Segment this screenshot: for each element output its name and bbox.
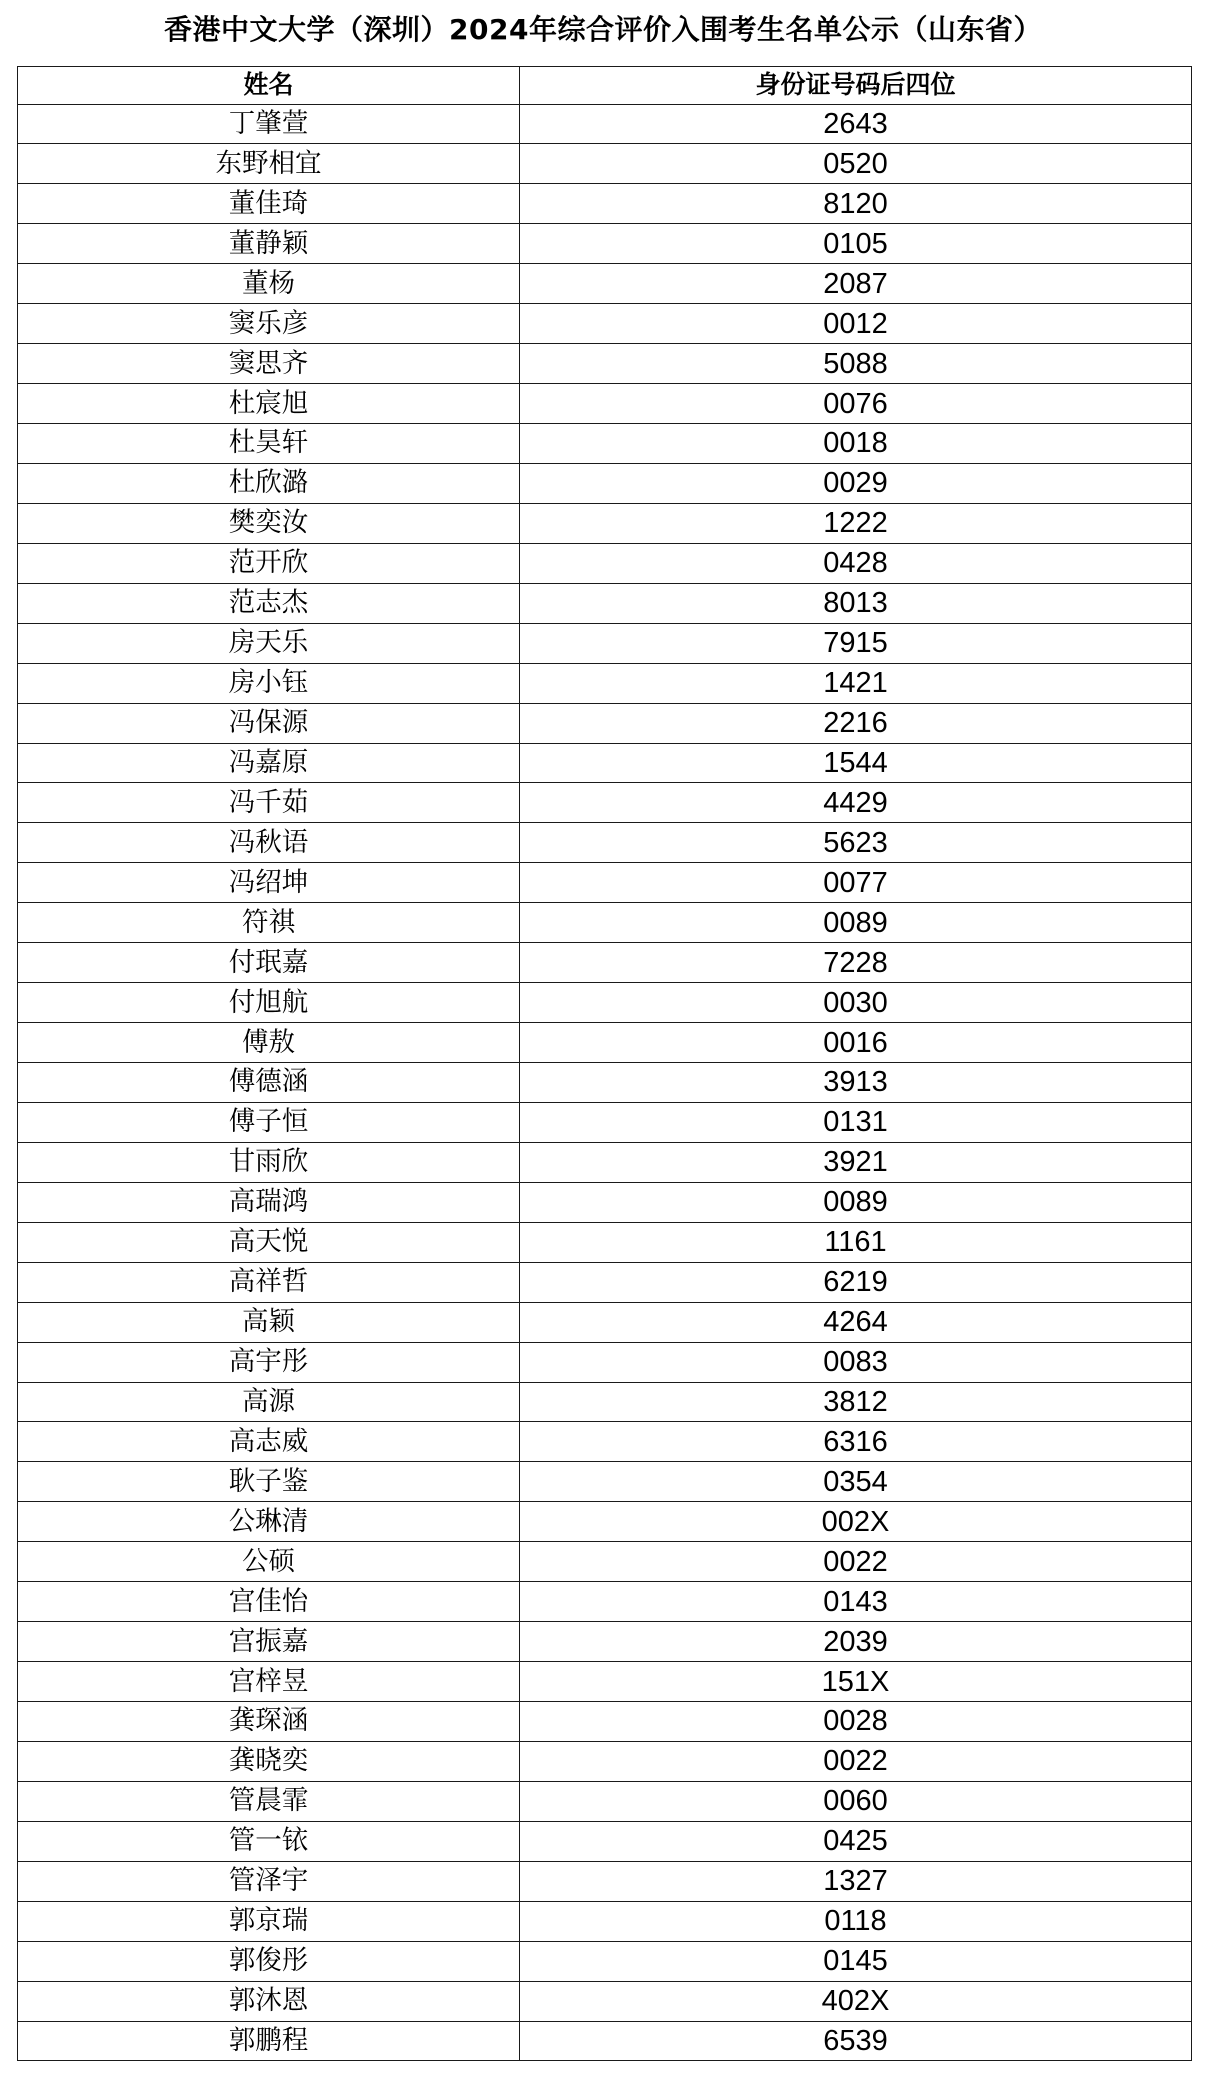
candidate-name-cell: 高祥哲 [18,1262,520,1302]
candidate-name-cell: 龚晓奕 [18,1741,520,1781]
table-row [18,543,1192,583]
candidate-name-cell: 符祺 [18,903,520,943]
table-row [18,1422,1192,1462]
id-last-four-cell: 0131 [520,1102,1192,1142]
candidate-name-cell: 杜欣潞 [18,463,520,503]
candidate-name-cell: 窦乐彦 [18,304,520,344]
table-row [18,424,1192,464]
candidate-name-cell: 付珉嘉 [18,943,520,983]
candidate-name-cell: 郭沐恩 [18,1981,520,2021]
id-last-four-cell: 3812 [520,1382,1192,1422]
candidate-name-cell: 公硕 [18,1542,520,1582]
candidate-name-cell: 宫佳怡 [18,1582,520,1622]
table-row [18,1981,1192,2021]
id-last-four-cell: 2216 [520,703,1192,743]
candidate-name-cell: 冯嘉原 [18,743,520,783]
table-row [18,1063,1192,1103]
candidate-name-cell: 宫振嘉 [18,1622,520,1662]
candidate-name-cell: 傅子恒 [18,1102,520,1142]
id-last-four-cell: 0145 [520,1941,1192,1981]
id-last-four-cell: 0118 [520,1901,1192,1941]
id-last-four-cell: 3913 [520,1063,1192,1103]
id-last-four-cell: 7915 [520,623,1192,663]
table-row [18,264,1192,304]
table-row [18,823,1192,863]
candidate-name-cell: 董杨 [18,264,520,304]
column-header-id: 身份证号码后四位 [520,67,1192,105]
id-last-four-cell: 0077 [520,863,1192,903]
candidate-name-cell: 冯秋语 [18,823,520,863]
id-last-four-cell: 0089 [520,903,1192,943]
id-last-four-cell: 1544 [520,743,1192,783]
id-last-four-cell: 0105 [520,224,1192,264]
id-last-four-cell: 1222 [520,503,1192,543]
column-header-name: 姓名 [18,67,520,105]
table-row [18,623,1192,663]
id-last-four-cell: 0029 [520,463,1192,503]
candidate-name-cell: 窦思齐 [18,344,520,384]
id-last-four-cell: 5088 [520,344,1192,384]
id-last-four-cell: 0028 [520,1702,1192,1742]
candidate-table [17,66,1192,2061]
candidate-name-cell: 龚琛涵 [18,1702,520,1742]
id-last-four-cell: 0354 [520,1462,1192,1502]
table-row [18,503,1192,543]
table-row [18,1462,1192,1502]
candidate-name-cell: 杜昊轩 [18,424,520,464]
candidate-name-cell: 樊奕汝 [18,503,520,543]
table-row [18,1861,1192,1901]
table-row [18,1821,1192,1861]
candidate-name-cell: 丁肇萱 [18,104,520,144]
id-last-four-cell: 0022 [520,1542,1192,1582]
table-row [18,943,1192,983]
candidate-name-cell: 高天悦 [18,1222,520,1262]
candidate-name-cell: 高瑞鸿 [18,1182,520,1222]
table-row [18,1182,1192,1222]
table-row [18,663,1192,703]
id-last-four-cell: 6219 [520,1262,1192,1302]
table-row [18,184,1192,224]
id-last-four-cell: 0030 [520,983,1192,1023]
table-row [18,1702,1192,1742]
candidate-name-cell: 高源 [18,1382,520,1422]
id-last-four-cell: 6316 [520,1422,1192,1462]
table-body [18,104,1192,2061]
id-last-four-cell: 8120 [520,184,1192,224]
candidate-name-cell: 付旭航 [18,983,520,1023]
table-row [18,1222,1192,1262]
id-last-four-cell: 1327 [520,1861,1192,1901]
table-row [18,144,1192,184]
id-last-four-cell: 0016 [520,1023,1192,1063]
table-row [18,743,1192,783]
id-last-four-cell: 0012 [520,304,1192,344]
table-row [18,2021,1192,2061]
id-last-four-cell: 1161 [520,1222,1192,1262]
id-last-four-cell: 002X [520,1502,1192,1542]
table-row [18,1582,1192,1622]
table-row [18,304,1192,344]
id-last-four-cell: 2643 [520,104,1192,144]
candidate-name-cell: 甘雨欣 [18,1142,520,1182]
candidate-name-cell: 东野相宜 [18,144,520,184]
id-last-four-cell: 151X [520,1662,1192,1702]
id-last-four-cell: 4264 [520,1302,1192,1342]
candidate-name-cell: 郭鹏程 [18,2021,520,2061]
id-last-four-cell: 5623 [520,823,1192,863]
table-row [18,1023,1192,1063]
document-title: 香港中文大学（深圳）2024年综合评价入围考生名单公示（山东省） [164,13,1042,46]
id-last-four-cell: 0083 [520,1342,1192,1382]
table-row [18,703,1192,743]
candidate-name-cell: 高志威 [18,1422,520,1462]
id-last-four-cell: 7228 [520,943,1192,983]
candidate-name-cell: 管泽宇 [18,1861,520,1901]
table-row [18,1142,1192,1182]
candidate-name-cell: 高宇彤 [18,1342,520,1382]
table-row [18,1262,1192,1302]
table-row [18,1622,1192,1662]
id-last-four-cell: 0425 [520,1821,1192,1861]
id-last-four-cell: 3921 [520,1142,1192,1182]
candidate-name-cell: 董静颖 [18,224,520,264]
id-last-four-cell: 2087 [520,264,1192,304]
candidate-name-cell: 房小钰 [18,663,520,703]
candidate-name-cell: 郭京瑞 [18,1901,520,1941]
candidate-name-cell: 傅德涵 [18,1063,520,1103]
candidate-name-cell: 高颖 [18,1302,520,1342]
id-last-four-cell: 1421 [520,663,1192,703]
id-last-four-cell: 0018 [520,424,1192,464]
candidate-name-cell: 杜宸旭 [18,384,520,424]
candidate-name-cell: 冯绍坤 [18,863,520,903]
candidate-name-cell: 管一铱 [18,1821,520,1861]
table-row [18,863,1192,903]
table-row [18,1342,1192,1382]
id-last-four-cell: 0022 [520,1741,1192,1781]
table-row [18,1941,1192,1981]
id-last-four-cell: 2039 [520,1622,1192,1662]
candidate-name-cell: 傅敖 [18,1023,520,1063]
table-header-row [18,67,1192,105]
table-row [18,384,1192,424]
table-row [18,1741,1192,1781]
candidate-name-cell: 董佳琦 [18,184,520,224]
id-last-four-cell: 0428 [520,543,1192,583]
table-row [18,983,1192,1023]
candidate-name-cell: 房天乐 [18,623,520,663]
table-row [18,583,1192,623]
table-row [18,344,1192,384]
id-last-four-cell: 0143 [520,1582,1192,1622]
table-row [18,783,1192,823]
id-last-four-cell: 0089 [520,1182,1192,1222]
table-row [18,903,1192,943]
id-last-four-cell: 0060 [520,1781,1192,1821]
table-row [18,1781,1192,1821]
candidate-name-cell: 范开欣 [18,543,520,583]
table-row [18,1901,1192,1941]
id-last-four-cell: 8013 [520,583,1192,623]
id-last-four-cell: 0076 [520,384,1192,424]
table-row [18,224,1192,264]
id-last-four-cell: 6539 [520,2021,1192,2061]
id-last-four-cell: 402X [520,1981,1192,2021]
table-row [18,1302,1192,1342]
table-row [18,1382,1192,1422]
table-row [18,463,1192,503]
candidate-name-cell: 耿子鉴 [18,1462,520,1502]
table-row [18,1102,1192,1142]
candidate-name-cell: 范志杰 [18,583,520,623]
id-last-four-cell: 4429 [520,783,1192,823]
table-row [18,1542,1192,1582]
candidate-name-cell: 公琳清 [18,1502,520,1542]
candidate-name-cell: 宫梓昱 [18,1662,520,1702]
table-row [18,1502,1192,1542]
candidate-name-cell: 冯千茹 [18,783,520,823]
candidate-name-cell: 管晨霏 [18,1781,520,1821]
candidate-name-cell: 冯保源 [18,703,520,743]
table-row [18,104,1192,144]
candidate-name-cell: 郭俊彤 [18,1941,520,1981]
id-last-four-cell: 0520 [520,144,1192,184]
table-row [18,1662,1192,1702]
